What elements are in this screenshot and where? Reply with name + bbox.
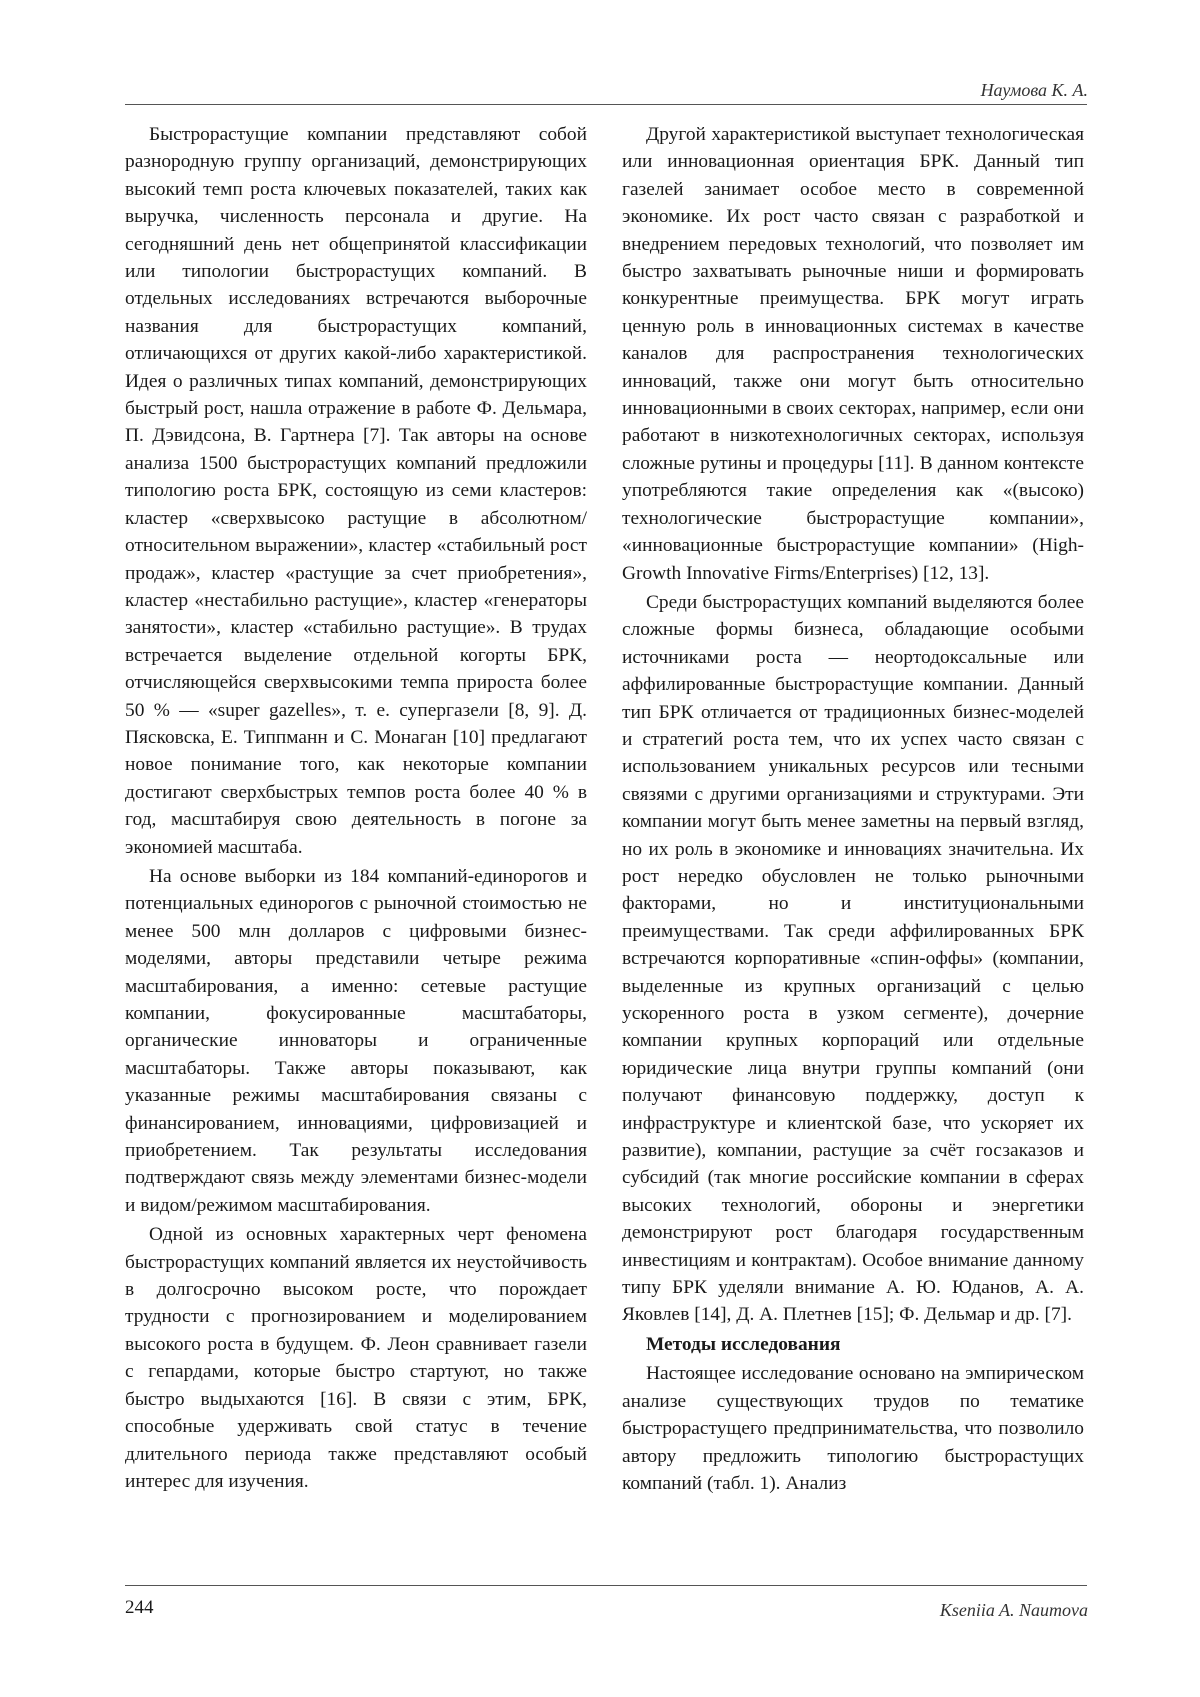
body-paragraph: Быстрорастущие компании представляют собой разнородную группу организаций, демонстрирующих высокий темп роста ключевых показателей, таких как выручка, численность персонала и другие. На сегодняшний день нет общепринятой классификации или типологии быстрорастущих компаний. В отдельных исследованиях встречаются выборочные названия для быстрорастущих компаний, отличающихся от других какой-либо характеристикой. Идея о различных типах компаний, демонстрирующих быстрый рост, нашла отражение в работе Ф. Дельмара, П. Дэвидсона, В. Гартнера [7]. Так авторы на основе анализа 1500 быстрорастущих компаний предложили типологию роста БРК, состоящую из семи кластеров: кластер «сверхвысоко растущие в абсолютном/относительном выражении», кластер «стабильный рост продаж», кластер «растущие за счет приобретения», кластер «нестабильно растущие», кластер «генераторы занятости», кластер «стабильно растущие». В трудах встречается выделение отдельной когорты БРК, отчисляющейся сверхвысокими темпа прироста более 50 % — «super gazelles», т. е. супергазели [8, 9]. Д. Пясковска, Е. Типпманн и С. Монаган [10] предлагают новое понимание того, как некоторые компании достигают сверхбыстрых темпов роста более 40 % в год, масштабируя свою деятельность в погоне за экономией масштаба. [125,124,587,858]
header-rule [125,104,1087,105]
body-paragraph: Одной из основных характерных черт феномена быстрорастущих компаний является их неустойчивость в долгосрочно высоком росте, что порождает трудности с прогнозированием и моделированием высокого роста в будущем. Ф. Леон сравнивает газели с гепардами, которые быстро стартуют, но также быстро выдыхаются [16]. В связи с этим, БРК, способные удерживать свой статус в течение длительного периода также представляют особый интерес для изучения. [125,1224,587,1492]
body-paragraph: Настоящее исследование основано на эмпирическом анализе существующих трудов по тематике быстрорастущего предпринимательства, что позволило автору предложить типологию быстрорастущих компаний (табл. 1). Анализ [622,1363,1084,1494]
body-paragraph: Среди быстрорастущих компаний выделяются более сложные формы бизнеса, обладающие особыми источниками роста — неортодоксальные или аффилированные быстрорастущие компании. Данный тип БРК отличается от традиционных бизнес-моделей и стратегий роста тем, что их успех часто связан с использованием уникальных ресурсов или тесными связями с другими организациями и структурами. Эти компании могут быть менее заметны на первый взгляд, но их роль в экономике и инновациях значительна. Их рост нередко обусловлен не только рыночными факторами, но и институциональными преимуществами. Так среди аффилированных БРК встречаются корпоративные «спин-оффы» (компании, выделенные из крупных организаций с целью ускоренного роста в узком сегменте), дочерние компании крупных корпораций или отдельные юридические лица внутри группы компаний (они получают финансовую поддержку, доступ к инфраструктуре и клиентской базе, что ускоряет их развитие), компании, растущие за счёт госзаказов и субсидий (так многие российские компании в сферах высоких технологий, обороны и энергетики демонстрируют рост благодаря государственным инвестициям и контрактам). Особое внимание данному типу БРК уделяли внимание А. Ю. Юданов, А. А. Яковлев [14], Д. А. Плетнев [15]; Ф. Дельмар и др. [7]. [622,591,1084,1326]
running-header-author: Наумова К. А. [980,80,1088,100]
section-heading: Методы исследования [646,1333,841,1355]
running-footer-author: Kseniia A. Naumova [939,1600,1088,1620]
footer-rule [125,1585,1087,1586]
body-paragraph: Другой характеристикой выступает технологическая или инновационная ориентация БРК. Данный тип газелей занимает особое место в современной экономике. Их рост часто связан с разработкой и внедрением передовых технологий, что позволяет им быстро захватывать рыночные ниши и формировать конкурентные преимущества. БРК могут играть ценную роль в инновационных системах в качестве каналов для распространения технологических инноваций, также они могут быть относительно инновационными в своих секторах, например, если они работают в низкотехнологичных секторах, используя сложные рутины и процедуры [11]. В данном контексте употребляются такие определения как «(высоко) технологические быстрорастущие компании», «инновационные быстрорастущие компании» (High-Growth Innovative Firms/Enterprises) [12, 13]. [622,124,1084,584]
body-paragraph: На основе выборки из 184 компаний-единорогов и потенциальных единорогов с рыночной стоимостью не менее 500 млн долларов с цифровыми бизнес-моделями, авторы представили четыре режима масштабирования, а именно: сетевые растущие компании, фокусированные масштабаторы, органические инноваторы и ограниченные масштабаторы. Также авторы показывают, как указанные режимы масштабирования связаны с финансированием, инновациями, цифровизацией и приобретением. Так результаты исследования подтверждают связь между элементами бизнес-модели и видом/режимом масштабирования. [125,865,587,1216]
right-column [622,121,1084,1499]
page-number: 244 [125,1597,154,1618]
left-column [125,121,587,1497]
